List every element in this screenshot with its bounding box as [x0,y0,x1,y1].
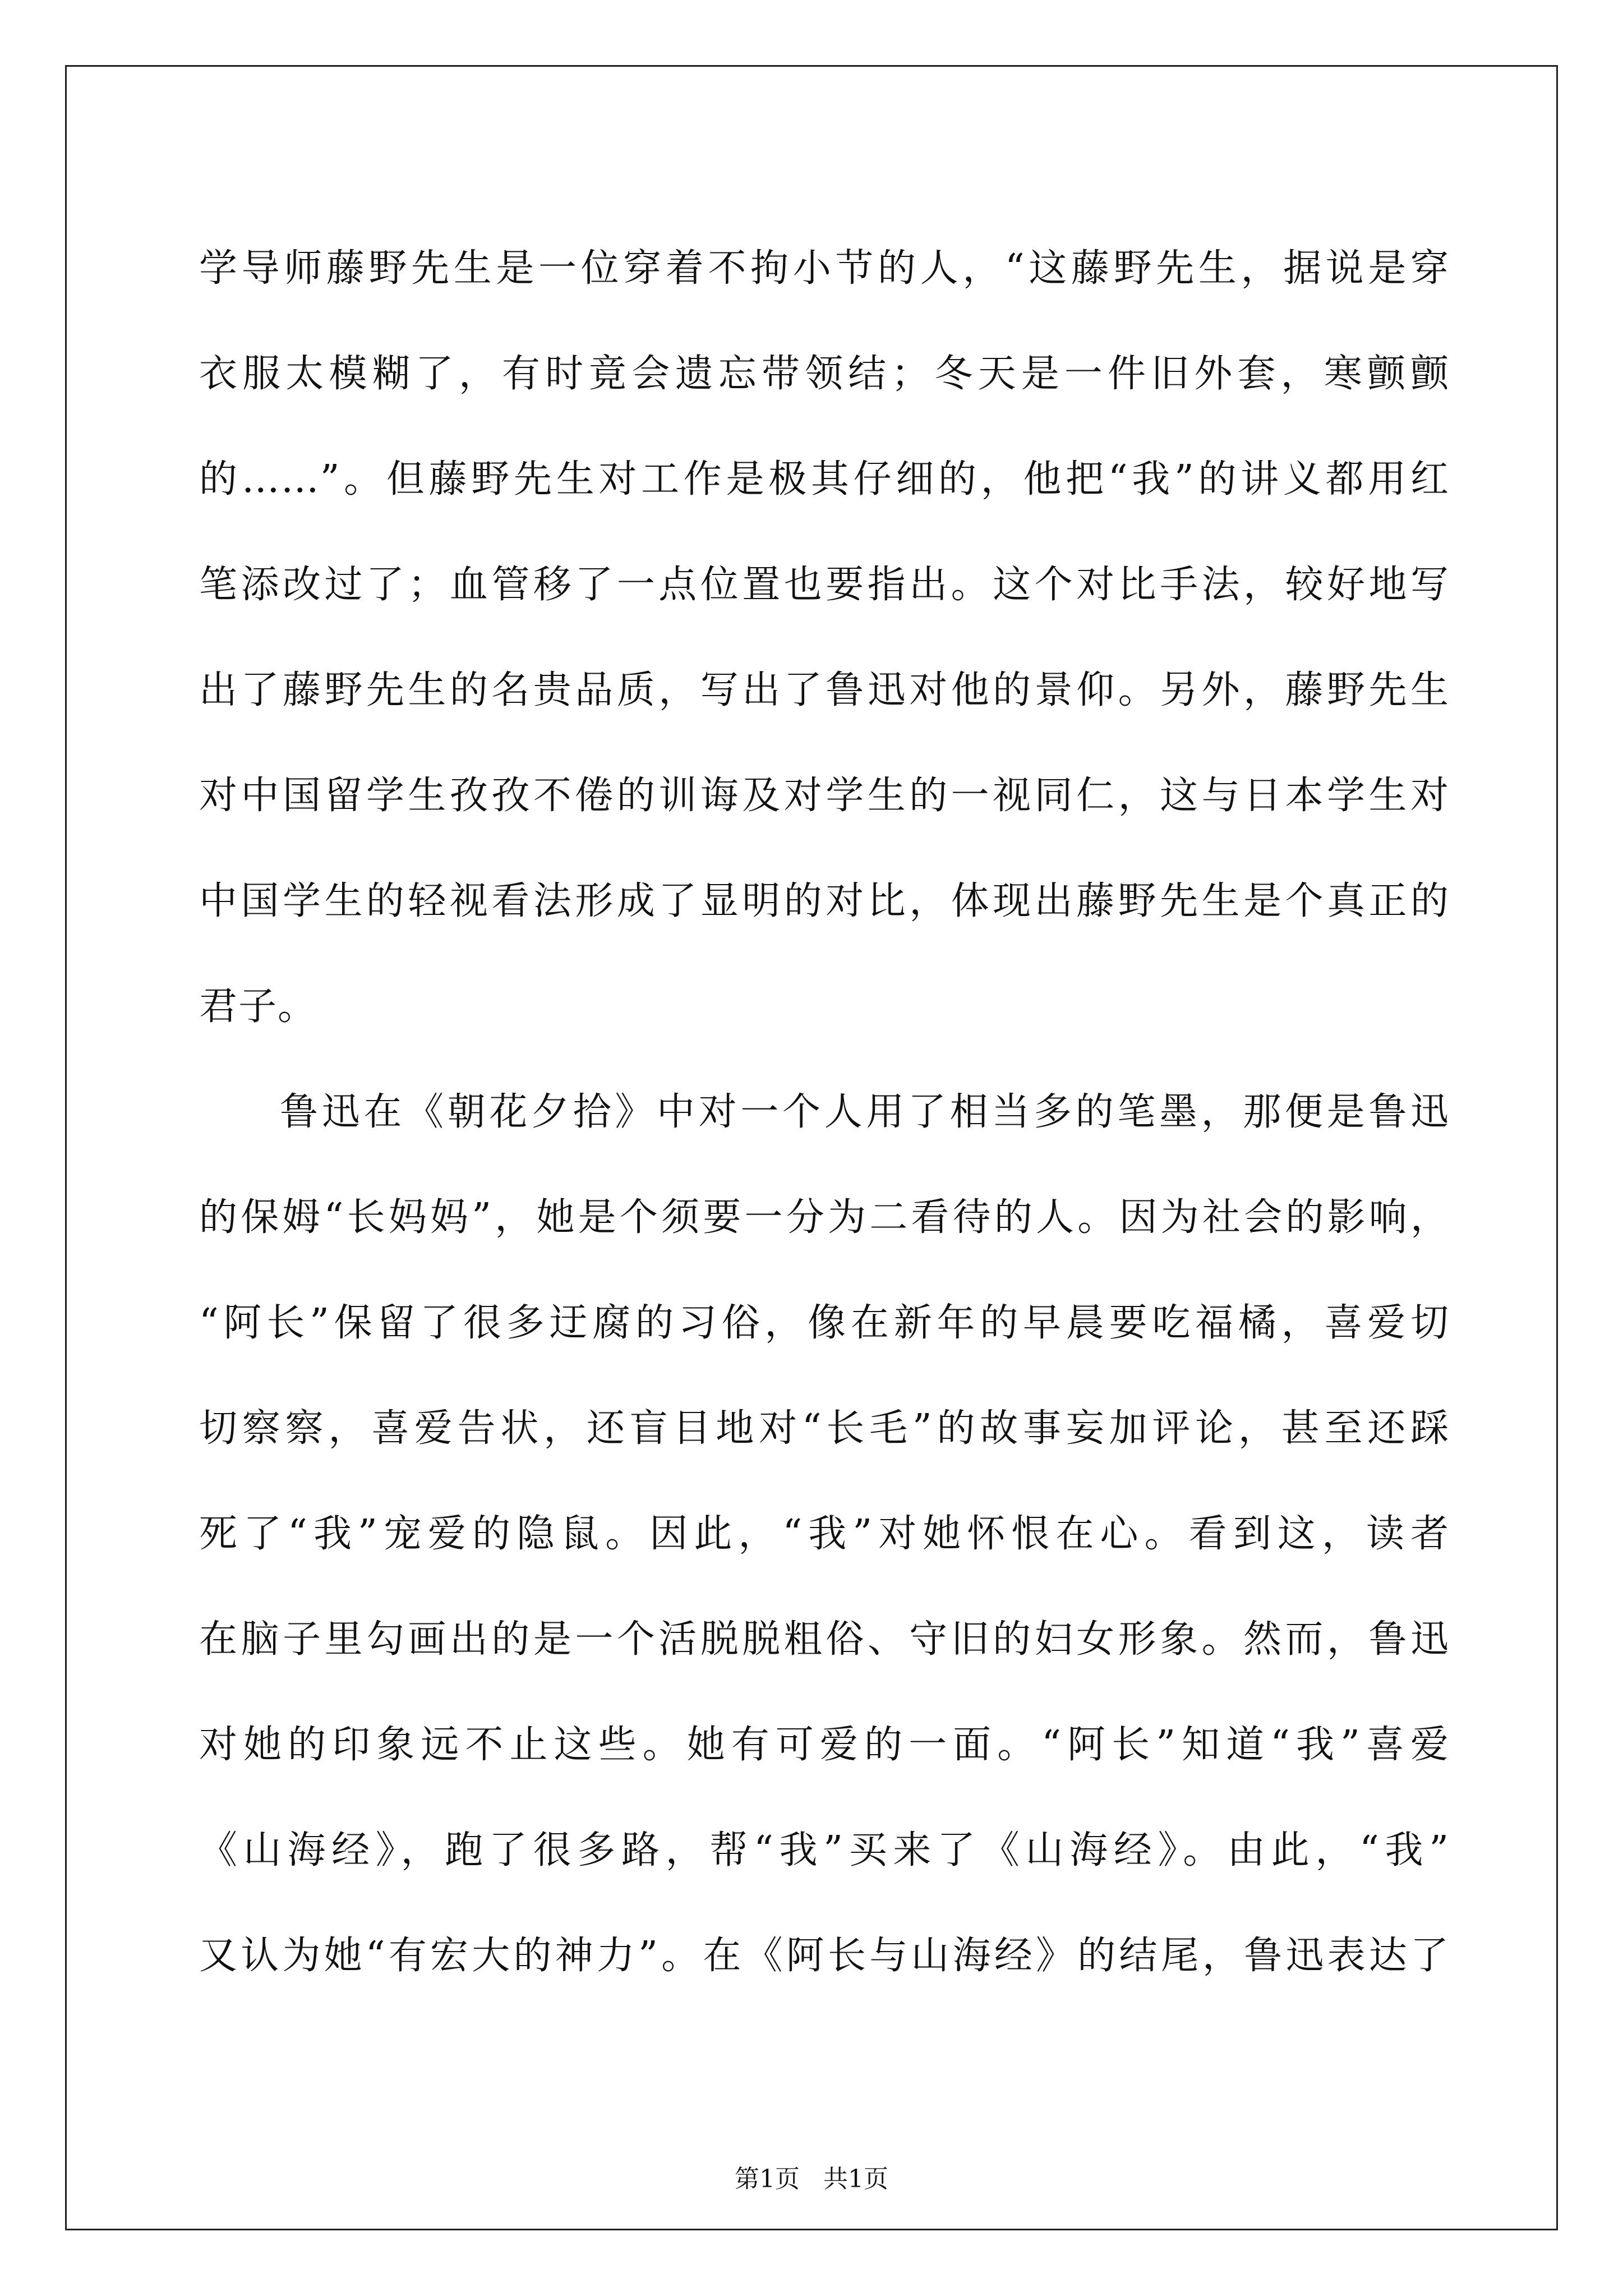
text-line: 衣服太模糊了，有时竟会遗忘带领结；冬天是一件旧外套，寒颤颤 [199,352,1450,396]
text-line: 对她的印象远不止这些。她有可爱的一面。“阿长”知道“我”喜爱 [199,1723,1450,1767]
paragraph-1 [199,216,1450,1060]
text-line: 笔添改过了；血管移了一点位置也要指出。这个对比手法，较好地写 [199,563,1450,607]
page-footer: 第1页 共1页 [735,2165,888,2193]
text-line: 的……”。但藤野先生对工作是极其仔细的，他把“我”的讲义都用红 [199,457,1450,501]
text-line: 中国学生的轻视看法形成了显明的对比，体现出藤野先生是个真正的 [199,879,1450,923]
text-line: 对中国留学生孜孜不倦的训诲及对学生的一视同仁，这与日本学生对 [199,774,1450,818]
text-line: 切察察，喜爱告状，还盲目地对“长毛”的故事妄加评论，甚至还踩 [199,1406,1450,1451]
text-line: 的保姆“长妈妈”，她是个须要一分为二看待的人。因为社会的影响， [199,1195,1450,1240]
text-line: 死了“我”宠爱的隐鼠。因此，“我”对她怀恨在心。看到这，读者 [199,1512,1450,1556]
text-line: 在脑子里勾画出的是一个活脱脱粗俗、守旧的妇女形象。然而，鲁迅 [199,1617,1450,1662]
text-line: 又认为她“有宏大的神力”。在《阿长与山海经》的结尾，鲁迅表达了 [199,1934,1450,1978]
document-body [199,216,1450,2009]
text-line: 鲁迅在《朝花夕拾》中对一个人用了相当多的笔墨，那便是鲁迅 [280,1090,1450,1134]
text-line: 《山海经》，跑了很多路，帮“我”买来了《山海经》。由此，“我” [199,1828,1450,1872]
text-line: 出了藤野先生的名贵品质，写出了鲁迅对他的景仰。另外，藤野先生 [199,668,1450,712]
paragraph-2 [199,1060,1450,2009]
text-line: “阿长”保留了很多迂腐的习俗，像在新年的早晨要吃福橘，喜爱切 [199,1301,1450,1345]
text-line: 学导师藤野先生是一位穿着不拘小节的人，“这藤野先生，据说是穿 [199,246,1450,291]
text-line: 君子。 [199,984,317,1029]
